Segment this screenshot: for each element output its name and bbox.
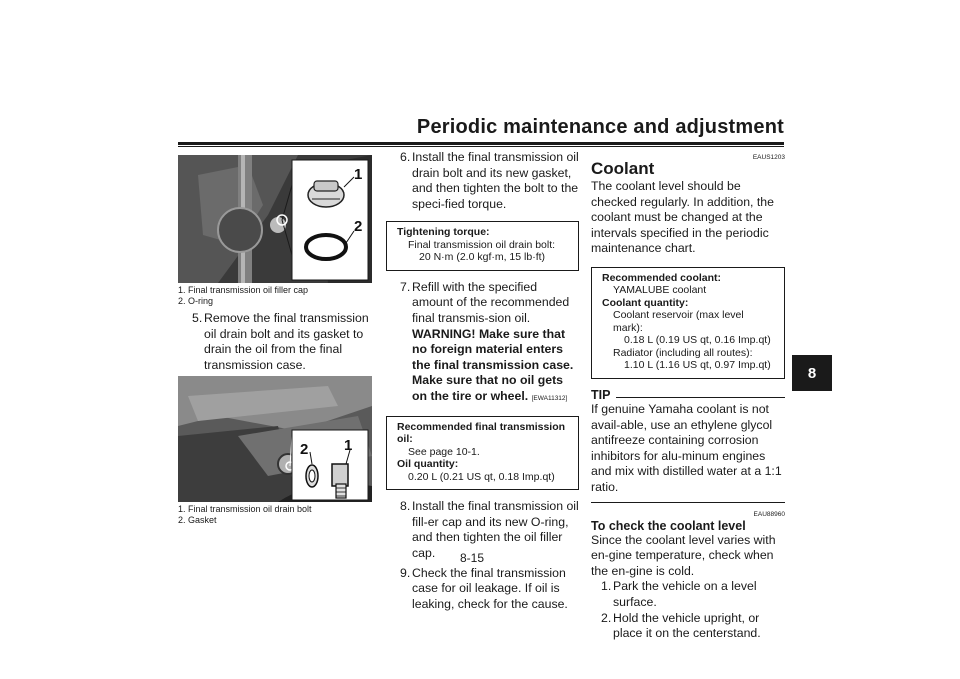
sub-step-1 bbox=[591, 579, 785, 610]
drain-bolt-figure bbox=[178, 376, 372, 502]
step-text: Install the final transmission oil fill-er cap and its new O-ring, and then tighten the oil filler cap. bbox=[412, 499, 579, 560]
page-header-title: Periodic maintenance and adjustment bbox=[416, 116, 784, 138]
callout-1: 1 bbox=[354, 166, 363, 183]
step-text: Refill with the specified amount of the recommended final transmis-sion oil. bbox=[412, 279, 570, 326]
box-value: YAMALUBE coolant bbox=[613, 284, 707, 297]
box-value: 1.10 L (1.16 US qt, 0.97 Imp.qt) bbox=[624, 359, 771, 372]
callout-2: 2 bbox=[300, 441, 309, 459]
sub-step-2 bbox=[591, 611, 785, 642]
page-number: 8-15 bbox=[460, 551, 485, 565]
tip-text: If genuine Yamaha coolant is not avail-able, use an ethylene glycol antifreeze containing corrosion inhibitors for alu-minum engines and mix with distilled water at a 1:1 ratio. bbox=[591, 401, 782, 494]
subsection-heading: To check the coolant level bbox=[591, 518, 746, 533]
step-7 bbox=[386, 280, 579, 407]
intro-paragraph: The coolant level should be checked regularly. In addition, the coolant must be changed at the intervals specified in the periodic maintenance chart. bbox=[591, 179, 774, 256]
section-heading: Coolant bbox=[591, 159, 655, 178]
column-middle bbox=[386, 150, 579, 615]
callout-2: 2 bbox=[354, 218, 363, 235]
filler-cap-figure bbox=[178, 155, 372, 283]
caption-line: 1. Final transmission oil filler cap bbox=[178, 285, 309, 295]
box-label: Oil quantity: bbox=[397, 458, 459, 471]
step-number: 7. bbox=[400, 279, 411, 294]
step-text: Park the vehicle on a level surface. bbox=[613, 579, 757, 609]
step-8 bbox=[386, 499, 579, 561]
box-label: Recommended coolant: bbox=[602, 271, 722, 284]
header-rule bbox=[178, 142, 784, 145]
step-5 bbox=[178, 311, 372, 373]
step-text: Hold the vehicle upright, or place it on the centerstand. bbox=[613, 610, 761, 641]
step-number: 6. bbox=[400, 150, 411, 164]
coolant-spec-box bbox=[591, 267, 785, 379]
warning-code: [EWA11312] bbox=[531, 395, 568, 403]
box-label: Coolant quantity: bbox=[602, 296, 689, 309]
chapter-tab[interactable]: 8 bbox=[792, 355, 832, 391]
box-item: Radiator (including all routes): bbox=[613, 346, 753, 359]
box-value: 20 N·m (2.0 kgf·m, 15 lb·ft) bbox=[419, 251, 546, 264]
box-value: See page 10-1. bbox=[408, 445, 480, 458]
section-code: EAU88960 bbox=[753, 510, 785, 518]
tip-rule bbox=[616, 397, 785, 398]
step-text: Check the final transmission case for oil leakage. If oil is leaking, check for the cause. bbox=[412, 565, 568, 611]
step-text: Remove the final transmission oil drain bolt and its gasket to drain the oil from the final transmission case. bbox=[204, 311, 369, 372]
column-left bbox=[178, 150, 372, 526]
sub-intro-paragraph: Since the coolant level varies with en-gine temperature, check when the en-gine is cold. bbox=[591, 532, 776, 578]
step-number: 9. bbox=[400, 565, 411, 580]
box-label: Recommended final transmission oil: bbox=[397, 420, 566, 446]
column-right bbox=[591, 150, 785, 642]
step-text: Install the final transmission oil drain bolt and its new gasket, and then tighten the bolt to the speci-fied torque. bbox=[412, 150, 579, 211]
caption-line: 2. O-ring bbox=[178, 296, 214, 306]
drain-bolt-illustration bbox=[178, 376, 372, 502]
step-number: 2. bbox=[601, 610, 612, 625]
step-9 bbox=[386, 566, 579, 613]
box-item: Coolant reservoir (max level mark): bbox=[613, 309, 744, 334]
caption-line: 1. Final transmission oil drain bolt bbox=[178, 504, 312, 515]
step-number: 1. bbox=[601, 579, 612, 594]
caption-line: 2. Gasket bbox=[178, 515, 217, 526]
box-value: 0.20 L (0.21 US qt, 0.18 Imp.qt) bbox=[408, 470, 555, 483]
filler-cap-illustration bbox=[178, 155, 372, 283]
header-rule-thin bbox=[178, 146, 784, 147]
step-number: 8. bbox=[400, 499, 411, 514]
figure-caption bbox=[178, 504, 372, 526]
step-6 bbox=[386, 150, 579, 212]
box-label: Tightening torque: bbox=[397, 226, 490, 239]
section-code: EAUS1203 bbox=[752, 154, 785, 161]
box-item: Final transmission oil drain bolt: bbox=[408, 238, 556, 251]
torque-spec-box bbox=[386, 221, 579, 271]
tip-label: TIP bbox=[591, 387, 611, 402]
box-value: 0.18 L (0.19 US qt, 0.16 Imp.qt) bbox=[624, 334, 771, 347]
tip-end-rule bbox=[591, 502, 785, 503]
figure-caption bbox=[178, 285, 372, 307]
step-number: 5. bbox=[192, 311, 203, 325]
warning-text: WARNING! Make sure that no foreign material enters the final transmission case. Make sure that no oil gets on the tire or wheel. bbox=[412, 326, 574, 404]
callout-1: 1 bbox=[344, 437, 353, 455]
oil-spec-box bbox=[386, 416, 579, 491]
tip-heading bbox=[591, 388, 785, 402]
